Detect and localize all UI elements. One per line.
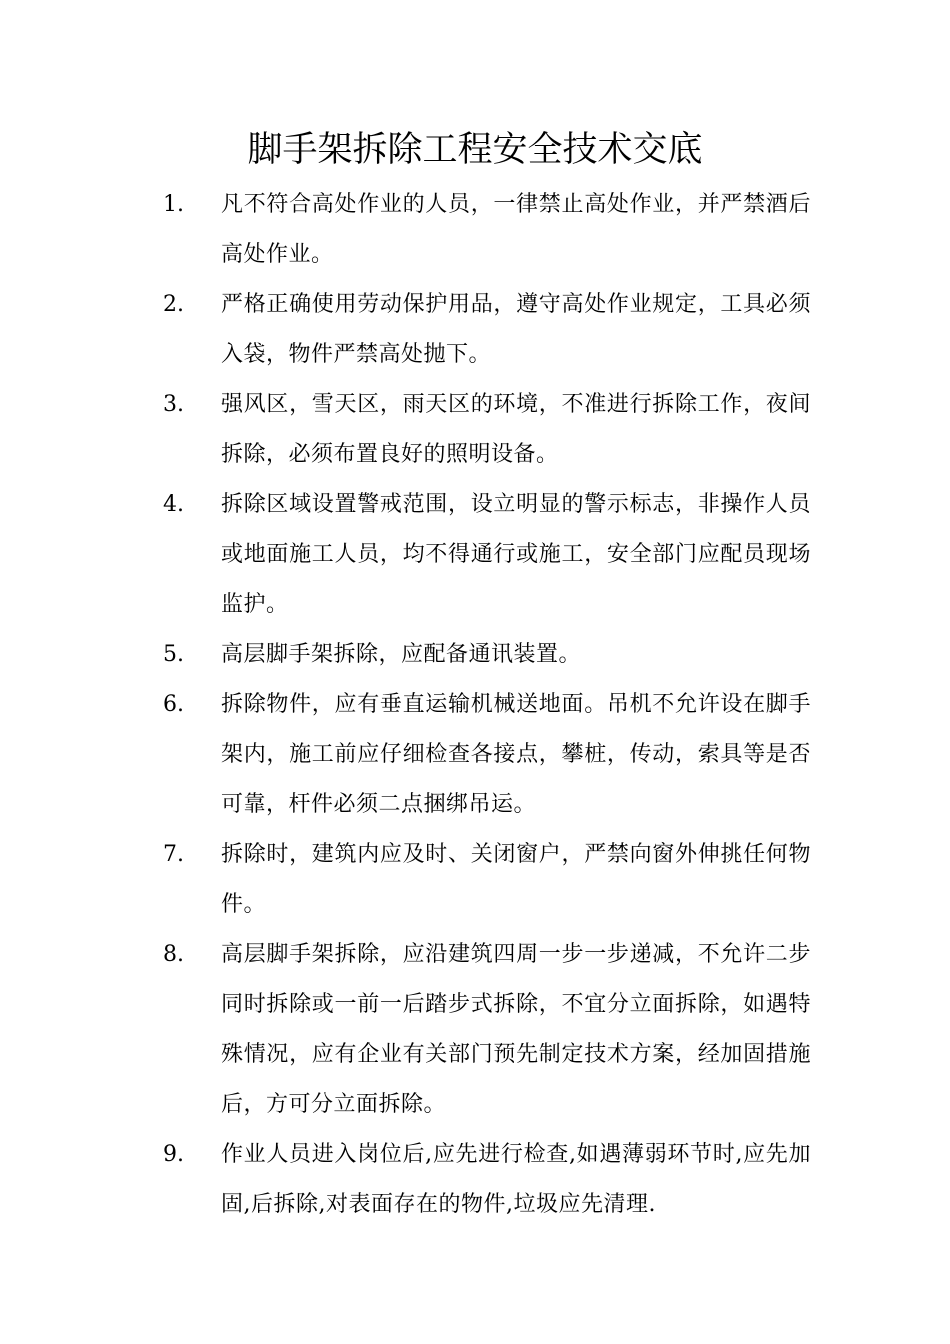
item-number: 9. [163, 1142, 184, 1167]
list-item [163, 630, 813, 680]
item-text: 拆除区域设置警戒范围，设立明显的警示标志，非操作人员或地面施工人员，均不得通行或施工，安全部门应配员现场监护。 [221, 492, 811, 617]
item-number: 7. [163, 842, 184, 867]
list-item [163, 930, 813, 1130]
list-item [163, 180, 813, 280]
item-text: 拆除物件，应有垂直运输机械送地面。吊机不允许设在脚手架内，施工前应仔细检查各接点，攀桩，传动，索具等是否可靠，杆件必须二点捆绑吊运。 [221, 692, 811, 817]
item-text: 凡不符合高处作业的人员，一律禁止高处作业，并严禁酒后高处作业。 [221, 192, 811, 267]
item-number: 4. [163, 492, 184, 517]
item-number: 5. [163, 642, 184, 667]
item-number: 8. [163, 942, 184, 967]
item-text: 高层脚手架拆除，应配备通讯装置。 [221, 642, 582, 667]
list-item [163, 280, 813, 380]
list-item [163, 480, 813, 630]
list-item [163, 1130, 813, 1230]
item-text: 拆除时，建筑内应及时、关闭窗户，严禁向窗外伸挑任何物件。 [221, 842, 811, 917]
item-text: 高层脚手架拆除，应沿建筑四周一步一步递减，不允许二步同时拆除或一前一后踏步式拆除，不宜分立面拆除，如遇特殊情况，应有企业有关部门预先制定技术方案，经加固措施后，方可分立面拆除。 [221, 942, 811, 1117]
item-number: 3. [163, 392, 184, 417]
instruction-list [163, 180, 813, 1230]
list-item [163, 680, 813, 830]
item-number: 1. [163, 192, 184, 217]
document-title: 脚手架拆除工程安全技术交底 [247, 130, 703, 170]
item-number: 6. [163, 692, 184, 717]
item-text: 作业人员进入岗位后,应先进行检查,如遇薄弱环节时,应先加固,后拆除,对表面存在的物件,垃圾应先清理. [221, 1142, 811, 1217]
list-item [163, 830, 813, 930]
item-text: 严格正确使用劳动保护用品，遵守高处作业规定，工具必须入袋，物件严禁高处抛下。 [221, 292, 811, 367]
item-text: 强风区，雪天区，雨天区的环境，不准进行拆除工作，夜间拆除，必须布置良好的照明设备。 [221, 392, 811, 467]
item-number: 2. [163, 292, 184, 317]
list-item [163, 380, 813, 480]
